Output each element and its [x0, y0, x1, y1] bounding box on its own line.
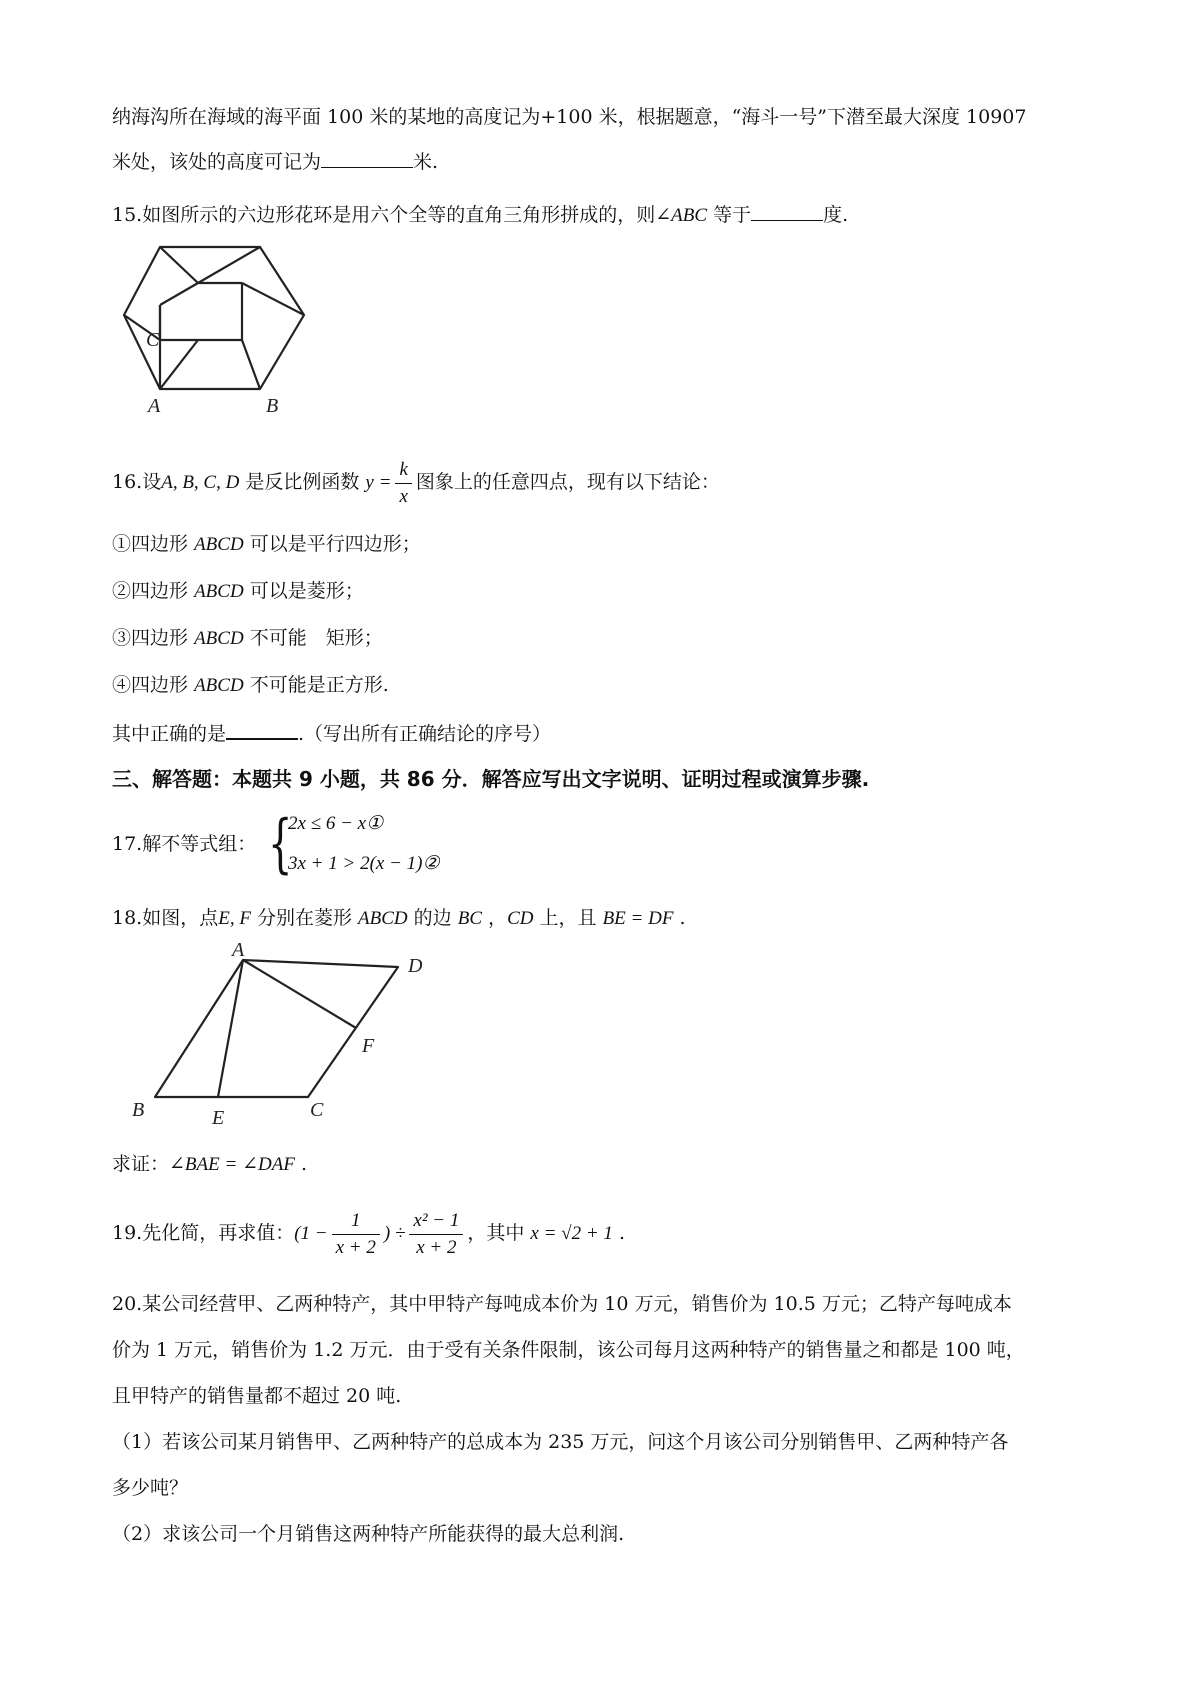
q16-points: A, B, C, D	[161, 472, 240, 493]
q19-frac1-den: x + 2	[335, 1236, 376, 1258]
q16-item-2-text: 可以是菱形；	[249, 580, 364, 602]
q14-line1: 纳海沟所在海域的海平面 100 米的某地的高度记为+100 米，根据题意，“海斗一号”下潜至最大深度 10907	[112, 106, 1027, 128]
q18-condition: BE = DF	[602, 908, 674, 929]
rhombus-figure	[120, 940, 440, 1130]
q15-blank	[751, 200, 823, 221]
q18-prove-post: .	[294, 1153, 308, 1175]
q16-post: 图象上的任意四点，现有以下结论：	[415, 471, 720, 493]
q15-pre: 15.如图所示的六边形花环是用六个全等的直角三角形拼成的，则	[112, 204, 656, 226]
q18-mid2: 的边	[407, 907, 458, 929]
q17-brace: {	[268, 807, 293, 881]
q16-item-4-mark: ④四边形	[112, 674, 189, 696]
q16-item-3-math: ABCD	[194, 628, 244, 649]
q16-fraction	[395, 457, 411, 510]
q16-func-lhs: y =	[365, 472, 392, 493]
section-3-title: 三、解答题：本题共 9 小题，共 86 分．解答应写出文字说明、证明过程或演算步骤.	[112, 767, 870, 791]
q18-points: E, F	[218, 908, 251, 929]
q16-answer-post: .（写出所有正确结论的序号）	[298, 723, 552, 745]
q18-side2: CD	[507, 908, 534, 929]
q18-side1: BC	[457, 908, 483, 929]
q16-frac-num: k	[395, 457, 411, 484]
q17-ineq-2: 3x + 1 > 2(x − 1)②	[288, 853, 440, 874]
q16-answer-pre: 其中正确的是	[112, 723, 227, 745]
q15-question	[112, 200, 848, 230]
q16-item-2	[112, 577, 364, 606]
q14-line2	[112, 147, 438, 176]
q14-line2-pre: 米处，该处的高度可记为	[112, 151, 322, 173]
q16-frac-den: x	[399, 485, 408, 507]
q20-part-2: （2）求该公司一个月销售这两种特产所能获得的最大总利润.	[112, 1523, 625, 1545]
q16-mid: 是反比例函数	[239, 471, 366, 493]
q18-rhombus: ABCD	[358, 908, 408, 929]
q20-line-2: 价为 1 万元，销售价为 1.2 万元．由于受有关条件限制，该公司每月这两种特产的销售量之和都是 100 吨，	[112, 1339, 1025, 1361]
q16-question	[112, 454, 720, 511]
q19-frac2-num: x² − 1	[409, 1208, 463, 1235]
q20-part-1-line-1: （1）若该公司某月销售甲、乙两种特产的总成本为 235 万元，问这个月该公司分别销售甲、乙两种特产各	[112, 1431, 1009, 1453]
q16-item-2-math: ABCD	[194, 581, 244, 602]
q16-item-1-math: ABCD	[194, 534, 244, 555]
q20-line-3: 且甲特产的销售量都不超过 20 吨.	[112, 1385, 402, 1407]
q16-item-4-math: ABCD	[194, 675, 244, 696]
q18-question	[112, 904, 686, 933]
q16-item-1-text: 可以是平行四边形；	[249, 533, 421, 555]
q17-pre: 17.解不等式组：	[112, 833, 257, 855]
rhombus-label-f: F	[362, 1035, 375, 1057]
rhombus-label-c: C	[310, 1099, 324, 1121]
q16-item-1-mark: ①四边形	[112, 533, 189, 555]
rhombus-label-a: A	[232, 940, 245, 961]
q16-item-2-mark: ②四边形	[112, 580, 189, 602]
q19-lhs-open: (1 −	[294, 1223, 328, 1244]
q18-mid3: 上，且	[533, 907, 603, 929]
q15-mid: 等于	[707, 204, 752, 226]
q16-item-3-mark: ③四边形	[112, 627, 189, 649]
q20-line-1: 20.某公司经营甲、乙两种特产，其中甲特产每吨成本价为 10 万元，销售价为 10.5 万元；乙特产每吨成本	[112, 1293, 1012, 1315]
q18-prove-stmt: ∠BAE = ∠DAF	[169, 1154, 295, 1175]
q18-post: .	[673, 907, 686, 929]
q16-item-4-text: 不可能是正方形.	[249, 674, 389, 696]
q19-mid: ，其中	[467, 1222, 531, 1244]
q15-post: 度.	[823, 204, 849, 226]
q15-angle: ∠ABC	[655, 205, 708, 226]
q20-part-1-line-2: 多少吨？	[112, 1477, 189, 1499]
q19-frac2-den: x + 2	[416, 1236, 457, 1258]
q18-prove-pre: 求证：	[112, 1153, 170, 1175]
q19-div: ) ÷	[383, 1223, 406, 1244]
q19-question	[112, 1205, 625, 1262]
q17-ineq-1: 2x ≤ 6 − x①	[288, 813, 384, 834]
q18-pre: 18.如图，点	[112, 907, 219, 929]
q18-sep: ，	[482, 907, 508, 929]
rhombus-label-d: D	[408, 955, 423, 977]
hexagon-figure	[120, 240, 320, 420]
q16-item-3	[112, 624, 383, 653]
q16-answer	[112, 718, 551, 748]
q19-xval: x = √2 + 1	[530, 1223, 613, 1244]
q16-item-4	[112, 671, 389, 700]
hex-label-a: A	[148, 395, 161, 417]
hex-label-b: B	[266, 395, 279, 417]
rhombus-label-e: E	[212, 1107, 225, 1129]
q16-item-1	[112, 530, 421, 559]
q18-prove	[112, 1150, 307, 1179]
q19-post: .	[612, 1222, 626, 1244]
q14-blank	[321, 147, 413, 168]
q14-line2-post: 米.	[413, 151, 439, 173]
q19-fraction-1	[332, 1208, 380, 1261]
q19-pre: 19.先化简，再求值：	[112, 1222, 295, 1244]
q19-fraction-2	[409, 1208, 463, 1261]
q16-item-3-text: 不可能 矩形；	[249, 627, 383, 649]
hex-label-c: C	[146, 329, 160, 351]
q16-blank	[226, 718, 298, 740]
rhombus-label-b: B	[132, 1099, 145, 1121]
q19-frac1-num: 1	[332, 1208, 380, 1235]
q18-mid1: 分别在菱形	[250, 907, 359, 929]
q16-pre: 16.设	[112, 471, 162, 493]
